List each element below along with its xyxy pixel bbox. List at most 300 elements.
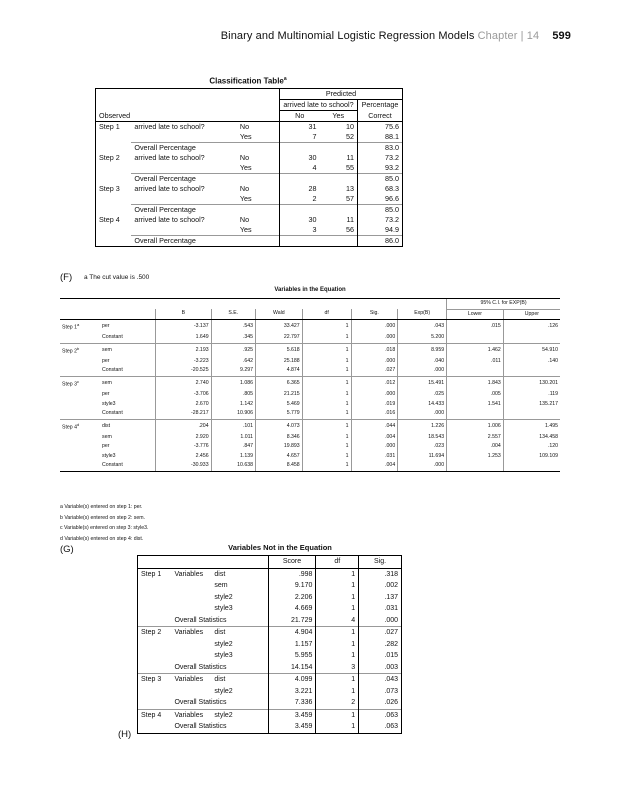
- table-cell: [96, 205, 132, 216]
- column-header: Exp(B): [398, 309, 447, 320]
- value-cell: -3.776: [156, 442, 212, 452]
- value-cell: [503, 409, 560, 419]
- variable-name: dist: [211, 627, 268, 639]
- observed-value: Yes: [239, 225, 252, 234]
- value-cell: .043: [398, 320, 447, 334]
- value-cell: 2.206: [268, 592, 316, 604]
- table-row: [60, 366, 560, 376]
- header-cell: Predicted: [280, 89, 403, 100]
- group-label: [171, 650, 211, 662]
- value-cell: -3.706: [156, 390, 212, 400]
- observed-variable: arrived late to school?: [134, 153, 205, 162]
- step-label: [138, 615, 172, 627]
- overall-label: Overall Statistics: [174, 616, 227, 624]
- header-cell: [96, 89, 280, 100]
- column-header: Upper: [503, 309, 560, 320]
- value-cell: .063: [359, 721, 402, 733]
- notin-table: [137, 555, 402, 734]
- overall-label: Overall Statistics: [174, 699, 227, 706]
- label-h: (H): [118, 729, 132, 740]
- value-cell: 2: [280, 194, 320, 205]
- value-cell: .015: [447, 320, 504, 334]
- overall-label: Overall Percentage: [131, 174, 279, 185]
- variable-name: style2: [214, 640, 233, 648]
- table-row: [138, 686, 402, 698]
- value-cell: 30: [280, 215, 320, 225]
- step-label: [60, 442, 100, 452]
- value-cell: 54.910: [503, 343, 560, 357]
- value-cell: 4.874: [256, 366, 303, 376]
- step-label: [60, 433, 100, 443]
- value-cell: 135.217: [503, 400, 560, 410]
- table-row: [60, 419, 560, 433]
- table-row: [138, 650, 402, 662]
- value-cell: 10.638: [211, 461, 255, 471]
- value-cell: 2: [316, 697, 359, 709]
- table-cell: [280, 174, 320, 185]
- table-cell: [96, 236, 132, 247]
- value-cell: 86.0: [357, 236, 402, 247]
- step-label: [60, 366, 100, 376]
- value-cell: 14.154: [268, 662, 316, 674]
- value-cell: .040: [398, 357, 447, 367]
- step-label: [138, 580, 172, 592]
- step-label: [138, 650, 172, 662]
- value-cell: .004: [351, 461, 398, 471]
- value-cell: 10.906: [211, 409, 255, 419]
- variable-name: per: [102, 322, 110, 329]
- value-cell: 4: [316, 615, 359, 627]
- observed-value: Yes: [239, 194, 252, 203]
- table-header-row: [96, 100, 403, 111]
- table-header-row: [96, 111, 403, 122]
- value-cell: 1: [302, 419, 351, 433]
- table-cell: [280, 205, 320, 216]
- value-cell: 85.0: [357, 174, 402, 185]
- group-label: Variables: [171, 627, 211, 639]
- value-cell: 73.2: [357, 215, 402, 225]
- observed-variable: arrived late to school?: [134, 215, 205, 224]
- value-cell: .000: [351, 333, 398, 343]
- observed-value: No: [239, 153, 250, 162]
- value-cell: 1.139: [211, 452, 255, 462]
- value-cell: 1: [302, 320, 351, 334]
- value-cell: 73.2: [357, 153, 402, 163]
- value-cell: [503, 333, 560, 343]
- observed-variable: arrived late to school?: [134, 122, 205, 131]
- value-cell: .000: [398, 409, 447, 419]
- value-cell: .025: [398, 390, 447, 400]
- group-label: [171, 603, 211, 615]
- step-label: [60, 461, 100, 471]
- value-cell: 1: [302, 409, 351, 419]
- value-cell: 8.458: [256, 461, 303, 471]
- value-cell: 15.491: [398, 376, 447, 390]
- value-cell: .018: [351, 343, 398, 357]
- value-cell: 1: [302, 390, 351, 400]
- running-header: [221, 30, 571, 42]
- value-cell: 21.729: [268, 615, 316, 627]
- value-cell: .031: [359, 603, 402, 615]
- step-label: Step 1: [96, 122, 132, 143]
- equation-title: Variables in the Equation: [274, 287, 346, 293]
- value-cell: .318: [359, 568, 402, 580]
- header-cell: [60, 309, 156, 320]
- value-cell: [447, 366, 504, 376]
- table-header-row: [60, 309, 560, 320]
- table-cell: [96, 143, 132, 154]
- value-cell: 3.459: [268, 721, 316, 733]
- value-cell: 2.456: [156, 452, 212, 462]
- value-cell: 1: [316, 709, 359, 721]
- column-header: Wald: [256, 309, 303, 320]
- value-cell: .000: [351, 357, 398, 367]
- value-cell: .000: [351, 390, 398, 400]
- table-cell: [131, 163, 237, 174]
- value-cell: 1: [316, 686, 359, 698]
- value-cell: 55: [345, 163, 354, 172]
- table-row: [96, 163, 403, 174]
- observed-value: Yes: [239, 163, 252, 172]
- variable-name: dist: [100, 419, 156, 433]
- value-cell: 1: [316, 627, 359, 639]
- table-row: [138, 568, 402, 580]
- table-row: [60, 343, 560, 357]
- variable-name: Constant: [102, 334, 123, 341]
- value-cell: 1.495: [503, 419, 560, 433]
- table-cell: [131, 194, 237, 205]
- step-label: [138, 592, 172, 604]
- step-text: Step 1: [62, 324, 77, 331]
- equation-table: [60, 298, 560, 472]
- table-header-row: [60, 299, 560, 310]
- group-label: [171, 592, 211, 604]
- value-cell: 3.459: [268, 709, 316, 721]
- group-label: Variables: [171, 674, 211, 686]
- value-cell: .140: [503, 357, 560, 367]
- value-cell: .004: [351, 433, 398, 443]
- column-header: Lower: [447, 309, 504, 320]
- classification-footnote: a The cut value is .500: [84, 274, 150, 281]
- value-cell: 1: [302, 442, 351, 452]
- table-row: [60, 461, 560, 471]
- value-cell: 56: [345, 225, 354, 234]
- value-cell: 1: [302, 376, 351, 390]
- variable-name: Constant: [102, 367, 123, 374]
- value-cell: .126: [503, 320, 560, 334]
- step-label: [138, 603, 172, 615]
- step-label: [138, 639, 172, 651]
- value-cell: 1.086: [211, 376, 255, 390]
- header-cell: Yes: [319, 111, 357, 122]
- value-cell: .345: [211, 333, 255, 343]
- table-row: [96, 215, 403, 225]
- header-cell: Correct: [357, 111, 402, 122]
- value-cell: 33.427: [256, 320, 303, 334]
- column-header: Score: [268, 556, 316, 569]
- value-cell: 1.649: [156, 333, 212, 343]
- value-cell: 30: [280, 153, 320, 163]
- overall-label: Overall Percentage: [131, 143, 279, 154]
- variable-name: sem: [214, 582, 228, 589]
- table-row: [138, 615, 402, 627]
- observed-value: Yes: [239, 132, 252, 141]
- table-cell: [319, 236, 357, 247]
- value-cell: 1: [316, 639, 359, 651]
- value-cell: 1.462: [447, 343, 504, 357]
- value-cell: .543: [211, 320, 255, 334]
- step-label: [60, 333, 100, 343]
- variable-name: Constant: [102, 410, 123, 417]
- header-cell: 95% C.I. for EXP(B): [447, 299, 560, 310]
- value-cell: 88.1: [357, 132, 402, 143]
- value-cell: .019: [351, 400, 398, 410]
- value-cell: 1.006: [447, 419, 504, 433]
- value-cell: 1: [302, 343, 351, 357]
- group-label: Variables: [171, 709, 211, 721]
- table-cell: [131, 132, 237, 143]
- value-cell: [503, 366, 560, 376]
- step-label: Step 4: [138, 709, 172, 721]
- value-cell: .003: [359, 662, 402, 674]
- value-cell: 109.109: [503, 452, 560, 462]
- value-cell: 1: [316, 592, 359, 604]
- value-cell: 2.193: [156, 343, 212, 357]
- value-cell: 2.740: [156, 376, 212, 390]
- value-cell: .027: [351, 366, 398, 376]
- step-label: [60, 343, 100, 357]
- step-text: Step 2: [62, 348, 77, 355]
- step-label: [60, 357, 100, 367]
- value-cell: 1: [316, 721, 359, 733]
- table-row: [138, 697, 402, 709]
- equation-footnote: a Variable(s) entered on step 1: per.: [60, 504, 143, 510]
- observed-value: No: [239, 215, 250, 224]
- table-row: [138, 674, 402, 686]
- value-cell: 4.073: [256, 419, 303, 433]
- overall-label: Overall Statistics: [171, 721, 268, 733]
- classification-title: Classification Table$^a$: [209, 76, 287, 86]
- equation-footnote: b Variable(s) entered on step 2: sem.: [60, 514, 145, 521]
- header-cell: Observed: [96, 111, 280, 122]
- value-cell: 25.188: [256, 357, 303, 367]
- value-cell: 3.221: [268, 686, 316, 698]
- table-row: [96, 174, 403, 185]
- value-cell: 68.3: [357, 184, 402, 194]
- table-row: [138, 627, 402, 639]
- header-cell: Percentage: [357, 100, 402, 111]
- value-cell: 7.336: [268, 697, 316, 709]
- value-cell: .119: [503, 390, 560, 400]
- value-cell: 1.157: [268, 639, 316, 651]
- value-cell: 3: [316, 662, 359, 674]
- value-cell: 1.226: [398, 419, 447, 433]
- table-header-row: [96, 89, 403, 100]
- value-cell: [447, 461, 504, 471]
- table-row: [96, 184, 403, 194]
- step-label: Step 1: [138, 568, 172, 580]
- value-cell: .011: [447, 357, 504, 367]
- overall-label: Overall Percentage: [131, 236, 279, 247]
- overall-label: Overall Percentage: [131, 205, 279, 216]
- group-label: Variables: [174, 570, 204, 578]
- value-cell: .063: [359, 709, 402, 721]
- value-cell: .101: [211, 419, 255, 433]
- value-cell: .027: [359, 627, 402, 639]
- column-header: B: [156, 309, 212, 320]
- value-cell: 1.142: [211, 400, 255, 410]
- table-row: [60, 400, 560, 410]
- header-cell: [96, 100, 280, 111]
- value-cell: 94.9: [357, 225, 402, 236]
- step-text: Step 3: [62, 381, 77, 388]
- value-cell: .031: [351, 452, 398, 462]
- value-cell: [447, 333, 504, 343]
- table-cell: [319, 205, 357, 216]
- table-header-row: [138, 556, 402, 569]
- table-row: [96, 205, 403, 216]
- value-cell: 1: [316, 580, 359, 592]
- label-g: (G): [60, 544, 74, 555]
- variable-name: style3: [102, 400, 116, 407]
- step-label: Step 2: [96, 153, 132, 174]
- table-row: [60, 376, 560, 390]
- value-cell: .044: [351, 419, 398, 433]
- step-label: [60, 452, 100, 462]
- value-cell: .023: [398, 442, 447, 452]
- table-row: [96, 143, 403, 154]
- variable-name: dist: [211, 674, 268, 686]
- value-cell: 11.694: [398, 452, 447, 462]
- table-cell: [131, 225, 237, 236]
- table-cell: [319, 174, 357, 185]
- header-cell: No: [280, 111, 320, 122]
- value-cell: 18.543: [398, 433, 447, 443]
- value-cell: .282: [359, 639, 402, 651]
- step-footnote-mark: a: [77, 322, 80, 327]
- step-label: [60, 400, 100, 410]
- value-cell: 9.170: [268, 580, 316, 592]
- value-cell: .043: [359, 674, 402, 686]
- table-row: [60, 452, 560, 462]
- overall-label: Overall Statistics: [174, 663, 227, 671]
- value-cell: 2.670: [156, 400, 212, 410]
- variable-name: sem: [100, 376, 156, 390]
- value-cell: 4.099: [268, 674, 316, 686]
- value-cell: 85.0: [357, 205, 402, 216]
- variable-name: style3: [102, 452, 116, 459]
- value-cell: .015: [359, 650, 402, 662]
- value-cell: .000: [351, 320, 398, 334]
- page-number: 599: [552, 30, 571, 42]
- step-label: [60, 376, 100, 390]
- table-row: [60, 390, 560, 400]
- table-row: [96, 194, 403, 205]
- value-cell: 52: [345, 132, 354, 141]
- variable-name: per: [102, 391, 110, 398]
- value-cell: 1: [302, 400, 351, 410]
- value-cell: 1: [316, 674, 359, 686]
- value-cell: 21.215: [256, 390, 303, 400]
- value-cell: 1.843: [447, 376, 504, 390]
- step-label: [138, 686, 172, 698]
- value-cell: 11: [346, 215, 354, 224]
- observed-variable: arrived late to school?: [134, 184, 205, 193]
- table-row: [60, 333, 560, 343]
- value-cell: 5.469: [256, 400, 303, 410]
- value-cell: .642: [211, 357, 255, 367]
- value-cell: -3.223: [156, 357, 212, 367]
- observed-value: No: [239, 184, 250, 193]
- step-label: [138, 721, 172, 733]
- value-cell: 1: [302, 333, 351, 343]
- value-cell: 9.297: [211, 366, 255, 376]
- value-cell: 134.458: [503, 433, 560, 443]
- value-cell: 57: [345, 194, 354, 203]
- value-cell: 2.557: [447, 433, 504, 443]
- value-cell: 5.779: [256, 409, 303, 419]
- table-row: [138, 709, 402, 721]
- table-row: [60, 442, 560, 452]
- value-cell: 3: [280, 225, 320, 236]
- equation-footnotes: [60, 502, 148, 544]
- step-label: Step 2: [138, 627, 172, 639]
- table-row: [138, 580, 402, 592]
- value-cell: .073: [359, 686, 402, 698]
- value-cell: 6.365: [256, 376, 303, 390]
- notin-title: Variables Not in the Equation: [228, 543, 332, 552]
- header-cell: [138, 556, 269, 569]
- value-cell: 4.657: [256, 452, 303, 462]
- variable-name: style2: [214, 687, 233, 695]
- step-label: Step 3: [138, 674, 172, 686]
- table-cell: [280, 143, 320, 154]
- value-cell: 1: [302, 452, 351, 462]
- value-cell: 1: [302, 461, 351, 471]
- step-label: [138, 662, 172, 674]
- value-cell: 5.955: [268, 650, 316, 662]
- variable-name: per: [102, 443, 110, 450]
- value-cell: .000: [351, 442, 398, 452]
- variable-name: sem: [100, 343, 156, 357]
- variable-name: style2: [214, 593, 233, 601]
- value-cell: -3.137: [156, 320, 212, 334]
- value-cell: .120: [503, 442, 560, 452]
- table-row: [138, 721, 402, 733]
- value-cell: .016: [351, 409, 398, 419]
- value-cell: 14.433: [398, 400, 447, 410]
- table-row: [138, 592, 402, 604]
- variable-name: per: [102, 357, 110, 364]
- table-row: [60, 357, 560, 367]
- step-label: [60, 419, 100, 433]
- value-cell: -28.217: [156, 409, 212, 419]
- table-row: [60, 433, 560, 443]
- value-cell: .204: [156, 419, 212, 433]
- value-cell: [447, 409, 504, 419]
- column-header: df: [316, 556, 359, 569]
- group-label: [171, 639, 211, 651]
- value-cell: 11: [346, 153, 354, 162]
- header-title: Binary and Multinomial Logistic Regression Models: [220, 30, 475, 42]
- table-row: [96, 225, 403, 236]
- table-row: [96, 236, 403, 247]
- value-cell: .012: [351, 376, 398, 390]
- value-cell: .002: [359, 580, 402, 592]
- table-row: [96, 153, 403, 163]
- value-cell: 19.893: [256, 442, 303, 452]
- variable-name: style2: [211, 709, 268, 721]
